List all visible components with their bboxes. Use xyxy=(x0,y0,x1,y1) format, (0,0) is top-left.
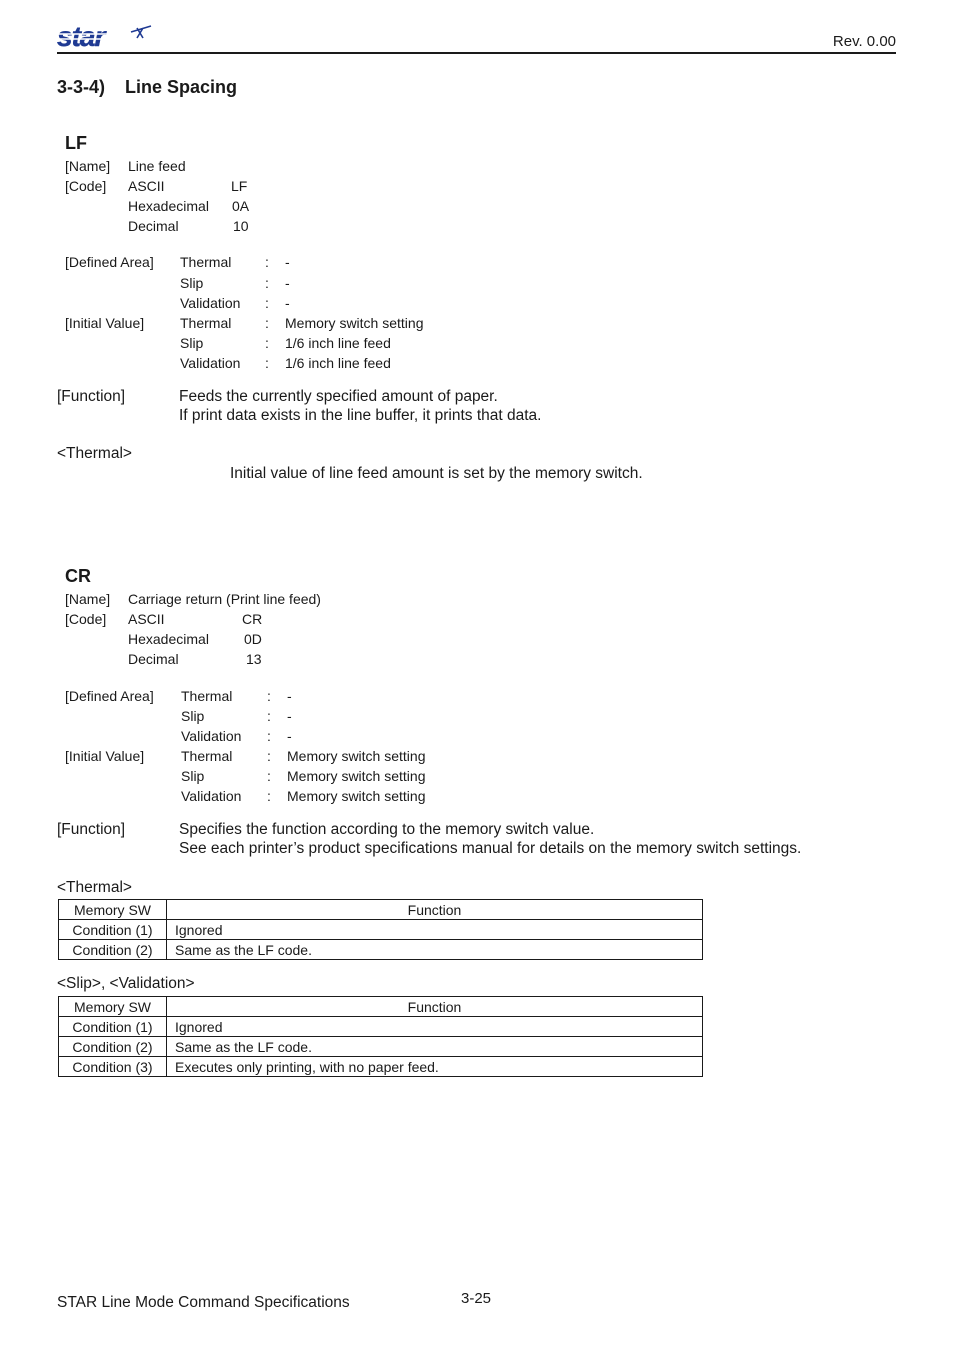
lf-da-thermal-label: Thermal xyxy=(180,254,232,270)
revision-label: Rev. 0.00 xyxy=(832,33,896,50)
memory-sw-header: Memory SW xyxy=(59,997,167,1017)
function-header: Function xyxy=(167,997,703,1017)
function-cell: Same as the LF code. xyxy=(167,1037,703,1057)
function-cell: Ignored xyxy=(167,1017,703,1037)
cr-code-hex-label: Hexadecimal xyxy=(128,631,209,647)
lf-da-validation-sep: : xyxy=(265,295,269,311)
lf-code-hex-label: Hexadecimal xyxy=(128,198,209,214)
cr-iv-validation-sep: : xyxy=(267,788,271,804)
cr-iv-thermal-value: Memory switch setting xyxy=(287,748,426,764)
table-header-row xyxy=(59,997,703,1017)
condition-cell: Condition (1) xyxy=(59,1017,167,1037)
lf-iv-slip-sep: : xyxy=(265,335,269,351)
function-cell: Executes only printing, with no paper feed. xyxy=(167,1057,703,1077)
cr-iv-thermal-label: Thermal xyxy=(181,748,233,764)
lf-da-validation-value: - xyxy=(285,295,290,311)
table-header-row xyxy=(59,900,703,920)
cr-function-line-2: See each printer’s product specifications manual for details on the memory switch settings. xyxy=(179,840,802,857)
cr-da-slip-label: Slip xyxy=(181,708,205,724)
lf-defined-area-label: [Defined Area] xyxy=(65,254,154,270)
cr-thermal-table xyxy=(58,899,703,960)
cr-da-slip-value: - xyxy=(287,708,292,724)
lf-code-ascii-value: LF xyxy=(231,178,248,194)
lf-code-ascii-label: ASCII xyxy=(128,178,165,194)
cr-iv-validation-value: Memory switch setting xyxy=(287,788,426,804)
function-cell: Ignored xyxy=(167,920,703,940)
cr-function-line-1: Specifies the function according to the memory switch value. xyxy=(179,821,595,838)
cr-slip-table xyxy=(58,996,703,1077)
lf-iv-validation-sep: : xyxy=(265,355,269,371)
lf-iv-slip-label: Slip xyxy=(180,335,204,351)
cr-iv-validation-label: Validation xyxy=(181,788,242,804)
lf-initial-value-label: [Initial Value] xyxy=(65,315,145,331)
cr-title: CR xyxy=(65,566,91,586)
page-number: 3-25 xyxy=(461,1290,492,1307)
lf-iv-slip-value: 1/6 inch line feed xyxy=(285,335,391,351)
lf-da-slip-value: - xyxy=(285,275,290,291)
cr-da-thermal-value: - xyxy=(287,688,292,704)
table-row xyxy=(59,1037,703,1057)
cr-da-slip-sep: : xyxy=(267,708,271,724)
lf-iv-thermal-sep: : xyxy=(265,315,269,331)
table-row xyxy=(59,920,703,940)
lf-da-thermal-sep: : xyxy=(265,254,269,270)
star-logo xyxy=(57,24,153,50)
lf-name-label: [Name] xyxy=(65,158,111,174)
cr-da-validation-value: - xyxy=(287,728,292,744)
lf-thermal-note: Initial value of line feed amount is set by the memory switch. xyxy=(230,465,643,482)
function-header: Function xyxy=(167,900,703,920)
condition-cell: Condition (1) xyxy=(59,920,167,940)
cr-iv-slip-value: Memory switch setting xyxy=(287,768,426,784)
lf-iv-thermal-label: Thermal xyxy=(180,315,232,331)
lf-function-line-2: If print data exists in the line buffer, it prints that data. xyxy=(179,407,542,424)
cr-da-thermal-label: Thermal xyxy=(181,688,233,704)
lf-name: Line feed xyxy=(128,158,186,174)
condition-cell: Condition (2) xyxy=(59,1037,167,1057)
cr-name: Carriage return (Print line feed) xyxy=(128,591,321,607)
footer-title: STAR Line Mode Command Specifications xyxy=(57,1294,350,1311)
lf-da-thermal-value: - xyxy=(285,254,290,270)
lf-da-validation-label: Validation xyxy=(180,295,241,311)
cr-code-label: [Code] xyxy=(65,611,107,627)
cr-defined-area-label: [Defined Area] xyxy=(65,688,154,704)
lf-function-line-1: Feeds the currently specified amount of paper. xyxy=(179,388,498,405)
lf-da-slip-label: Slip xyxy=(180,275,204,291)
section-title: 3-3-4) Line Spacing xyxy=(57,77,238,97)
lf-da-slip-sep: : xyxy=(265,275,269,291)
lf-iv-validation-label: Validation xyxy=(180,355,241,371)
cr-da-validation-sep: : xyxy=(267,728,271,744)
cr-da-validation-label: Validation xyxy=(181,728,242,744)
svg-text:star: star xyxy=(57,24,105,50)
lf-iv-validation-value: 1/6 inch line feed xyxy=(285,355,391,371)
lf-function-label: [Function] xyxy=(57,388,126,405)
table-row xyxy=(59,1057,703,1077)
function-cell: Same as the LF code. xyxy=(167,940,703,960)
cr-name-label: [Name] xyxy=(65,591,111,607)
table-row xyxy=(59,1017,703,1037)
cr-da-thermal-sep: : xyxy=(267,688,271,704)
cr-code-dec-label: Decimal xyxy=(128,651,179,667)
cr-iv-slip-sep: : xyxy=(267,768,271,784)
cr-code-dec-value: 13 xyxy=(246,651,262,667)
cr-code-ascii-label: ASCII xyxy=(128,611,165,627)
cr-iv-slip-label: Slip xyxy=(181,768,205,784)
header-rule xyxy=(57,52,896,54)
condition-cell: Condition (2) xyxy=(59,940,167,960)
lf-title: LF xyxy=(65,133,87,153)
cr-function-label: [Function] xyxy=(57,821,126,838)
cr-thermal-label: <Thermal> xyxy=(57,879,132,896)
memory-sw-header: Memory SW xyxy=(59,900,167,920)
lf-code-dec-label: Decimal xyxy=(128,218,179,234)
cr-iv-thermal-sep: : xyxy=(267,748,271,764)
table-row xyxy=(59,940,703,960)
lf-thermal-label: <Thermal> xyxy=(57,445,132,462)
cr-initial-value-label: [Initial Value] xyxy=(65,748,145,764)
lf-iv-thermal-value: Memory switch setting xyxy=(285,315,424,331)
cr-code-hex-value: 0D xyxy=(244,631,262,647)
cr-slip-label: <Slip>, <Validation> xyxy=(57,975,195,992)
condition-cell: Condition (3) xyxy=(59,1057,167,1077)
lf-code-dec-value: 10 xyxy=(233,218,249,234)
cr-code-ascii-value: CR xyxy=(242,611,263,627)
lf-code-hex-value: 0A xyxy=(232,198,250,214)
lf-code-label: [Code] xyxy=(65,178,107,194)
